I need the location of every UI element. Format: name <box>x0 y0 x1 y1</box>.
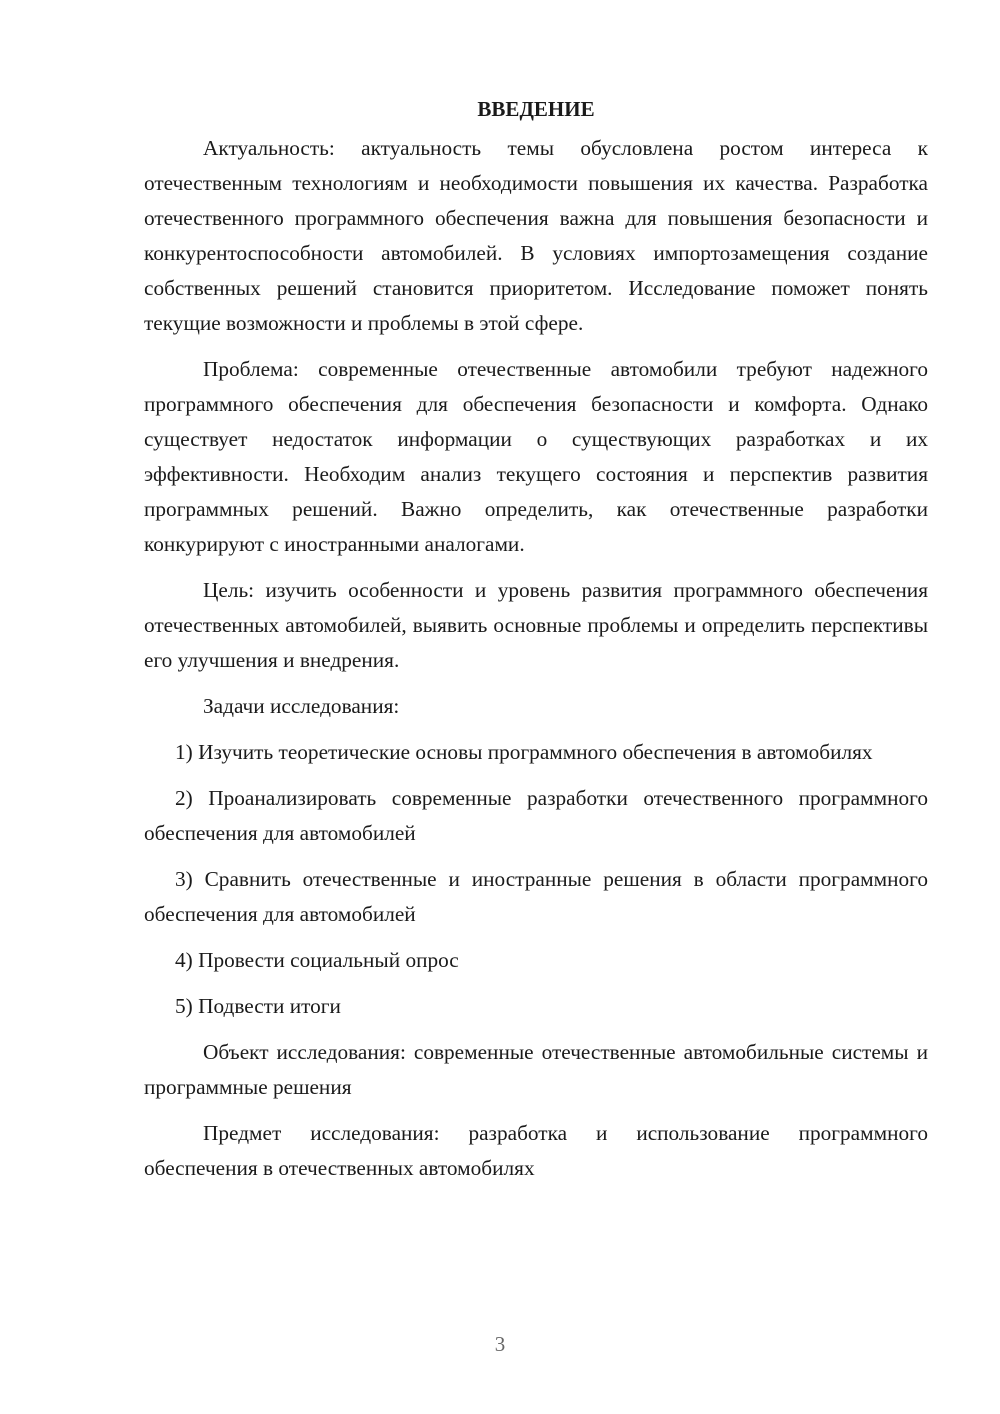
task-item-2: 2) Проанализировать современные разработки отечественного программного обеспечения для автомобилей <box>144 786 928 845</box>
paragraph-problem: Проблема: современные отечественные автомобили требуют надежного программного обеспечения для обеспечения безопасности и комфорта. Однако существует недостаток информации о существующих разработках и их эффективности. Необходим анализ текущего состояния и перспектив развития программных решений. Важно определить, как отечественные разработки конкурируют с иностранными аналогами. <box>144 357 928 556</box>
paragraph-goal: Цель: изучить особенности и уровень развития программного обеспечения отечественных автомобилей, выявить основные проблемы и определить перспективы его улучшения и внедрения. <box>144 578 928 672</box>
section-heading: ВВЕДЕНИЕ <box>477 97 595 121</box>
paragraph-relevance: Актуальность: актуальность темы обусловлена ростом интереса к отечественным технологиям и необходимости повышения их качества. Разработка отечественного программного обеспечения важна для повышения безопасности и конкурентоспособности автомобилей. В условиях импортозамещения создание собственных решений становится приоритетом. Исследование поможет понять текущие возможности и проблемы в этой сфере. <box>144 136 928 335</box>
tasks-heading: Задачи исследования: <box>203 694 400 718</box>
task-item-4: 4) Провести социальный опрос <box>175 948 459 972</box>
paragraph-object: Объект исследования: современные отечественные автомобильные системы и программные решения <box>144 1040 928 1099</box>
task-item-5: 5) Подвести итоги <box>175 994 341 1018</box>
document-page <box>144 92 928 1197</box>
page-number: 3 <box>494 1332 506 1356</box>
task-item-3: 3) Сравнить отечественные и иностранные решения в области программного обеспечения для автомобилей <box>144 867 928 926</box>
task-item-1: 1) Изучить теоретические основы программного обеспечения в автомобилях <box>175 740 873 764</box>
paragraph-subject: Предмет исследования: разработка и использование программного обеспечения в отечественных автомобилях <box>144 1121 928 1180</box>
